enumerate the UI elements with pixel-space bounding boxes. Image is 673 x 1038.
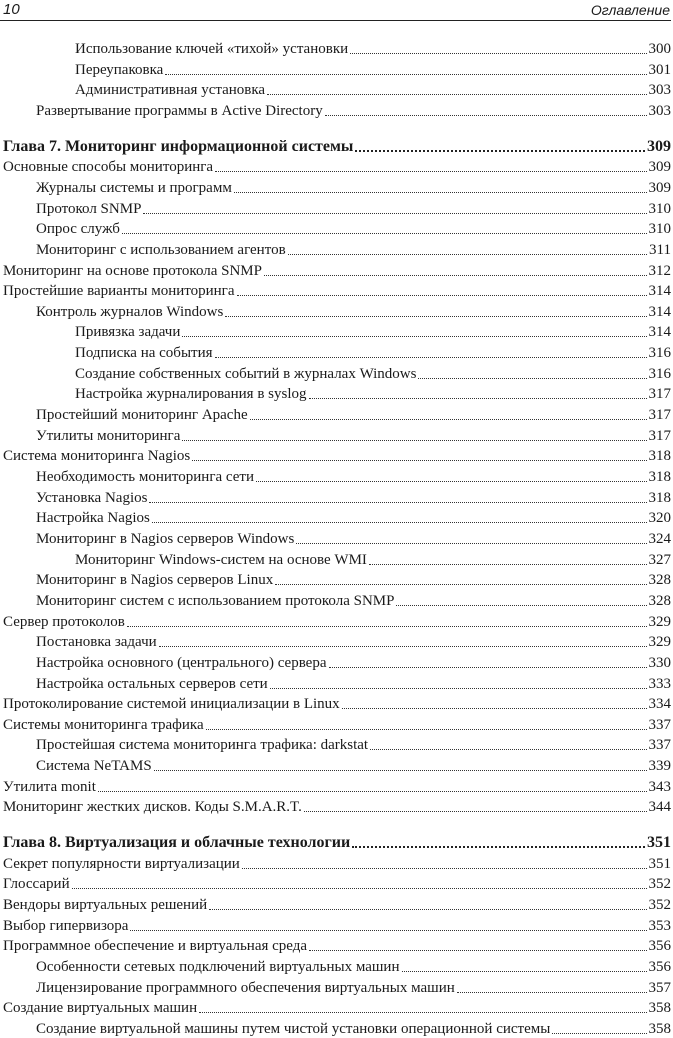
dot-leader xyxy=(264,275,647,276)
dot-leader xyxy=(215,171,646,172)
toc-entry xyxy=(0,1018,671,1038)
toc-entry-page: 352 xyxy=(648,897,671,913)
toc-chapter-entry xyxy=(0,136,671,156)
dot-leader xyxy=(256,481,647,482)
dot-leader xyxy=(296,543,646,544)
page-number: 10 xyxy=(3,1,20,18)
dot-leader xyxy=(237,295,647,296)
toc-entry-page: 337 xyxy=(648,737,671,754)
toc-entry xyxy=(0,466,671,486)
toc-entry-title: Настройка журналирования в syslog xyxy=(75,386,307,403)
toc-entry-page: 327 xyxy=(648,551,671,568)
toc-entry-title: Глава 7. Мониторинг информационной системы xyxy=(3,137,354,155)
toc-entry xyxy=(0,873,671,893)
toc-entry xyxy=(0,549,671,569)
toc-entry xyxy=(0,997,671,1017)
toc-entry-title: Создание виртуальных машин xyxy=(3,1000,198,1017)
toc-entry-page: 310 xyxy=(648,221,671,238)
toc-entry-title: Выбор гипервизора xyxy=(3,917,129,934)
toc-entry-page: 351 xyxy=(648,855,671,872)
dot-leader xyxy=(304,811,647,812)
toc-entry xyxy=(0,79,671,99)
dot-leader xyxy=(250,419,647,420)
dot-leader xyxy=(355,150,645,152)
toc-entry-page: 312 xyxy=(648,262,671,279)
toc-entry-page: 314 xyxy=(648,303,671,320)
dot-leader xyxy=(72,888,647,889)
toc-entry-title: Развертывание программы в Active Directory xyxy=(36,102,323,119)
dot-leader xyxy=(206,729,647,730)
toc-entry-page: 337 xyxy=(648,716,671,733)
dot-leader xyxy=(182,440,646,441)
dot-leader xyxy=(342,708,647,709)
toc-entry xyxy=(0,590,671,610)
dot-leader xyxy=(352,846,645,848)
dot-leader xyxy=(225,316,646,317)
dot-leader xyxy=(402,971,647,972)
dot-leader xyxy=(209,909,646,910)
toc-entry-title: Настройка остальных серверов сети xyxy=(36,675,268,692)
dot-leader xyxy=(149,502,646,503)
toc-entry xyxy=(0,714,671,734)
dot-leader xyxy=(275,584,646,585)
dot-leader xyxy=(267,94,646,95)
toc-entry xyxy=(0,342,671,362)
toc-entry xyxy=(0,198,671,218)
toc-entry-page: 351 xyxy=(647,834,671,851)
toc-entry-page: 309 xyxy=(647,137,671,155)
toc-entry-page: 318 xyxy=(648,448,671,465)
dot-leader xyxy=(192,460,646,461)
toc-entry-title: Система мониторинга Nagios xyxy=(3,448,191,465)
toc-entry xyxy=(0,445,671,465)
toc-entry xyxy=(0,894,671,914)
toc-entry-page: 300 xyxy=(648,41,671,57)
toc-entry-title: Использование ключей «тихой» установки xyxy=(75,41,349,57)
running-section-title: Оглавление xyxy=(590,2,670,18)
toc-entry xyxy=(0,755,671,775)
toc-entry xyxy=(0,100,671,120)
toc-entry-page: 320 xyxy=(648,510,671,527)
toc-entry xyxy=(0,977,671,997)
toc-entry-page: 356 xyxy=(648,958,671,975)
dot-leader xyxy=(396,605,646,606)
toc-entry xyxy=(0,487,671,507)
toc-entry-page: 358 xyxy=(648,1020,671,1037)
toc-entry-title: Глава 8. Виртуализация и облачные технологии xyxy=(3,834,351,851)
toc-entry-title: Мониторинг Windows-систем на основе WMI xyxy=(75,551,367,568)
toc-entry-title: Простейшая система мониторинга трафика: darkstat xyxy=(36,737,369,754)
toc-entry-title: Простейший мониторинг Apache xyxy=(36,407,248,423)
toc-entry xyxy=(0,631,671,651)
toc-entry xyxy=(0,404,671,424)
toc-entry-title: Необходимость мониторинга сети xyxy=(36,469,254,485)
dot-leader xyxy=(122,233,647,234)
dot-leader xyxy=(159,646,647,647)
toc-entry xyxy=(0,218,671,238)
toc-entry xyxy=(0,915,671,935)
toc-entry xyxy=(0,693,671,713)
toc-entry xyxy=(0,776,671,796)
toc-entry-title: Контроль журналов Windows xyxy=(36,303,224,320)
toc-entry-page: 344 xyxy=(648,799,671,816)
toc-entry xyxy=(0,239,671,259)
toc-entry-page: 316 xyxy=(648,365,671,382)
dot-leader xyxy=(242,868,647,869)
toc-entry-page: 314 xyxy=(648,283,671,300)
toc-entry-title: Мониторинг в Nagios серверов Windows xyxy=(36,530,295,547)
dot-leader xyxy=(215,357,647,358)
header-rule xyxy=(0,20,671,21)
dot-leader xyxy=(309,398,647,399)
toc-entry-page: 316 xyxy=(648,345,671,362)
toc-entry-title: Основные способы мониторинга xyxy=(3,159,214,176)
dot-leader xyxy=(270,688,647,689)
toc-entry-page: 343 xyxy=(648,778,671,795)
toc-entry-page: 303 xyxy=(648,102,671,119)
toc-entry xyxy=(0,796,671,816)
toc-entry-title: Журналы системы и программ xyxy=(36,179,232,196)
toc-entry xyxy=(0,280,671,300)
toc-entry-title: Секрет популярности виртуализации xyxy=(3,855,240,872)
toc-entry-page: 339 xyxy=(648,758,671,775)
toc-entry-page: 334 xyxy=(648,696,671,713)
toc-entry-title: Особенности сетевых подключений виртуальных машин xyxy=(36,958,400,975)
toc-entry-title: Мониторинг в Nagios серверов Linux xyxy=(36,572,274,589)
toc-entry-page: 309 xyxy=(648,159,671,176)
dot-leader xyxy=(418,378,646,379)
toc-entry-title: Переупаковка xyxy=(75,61,164,78)
dot-leader xyxy=(350,53,646,54)
toc-entry-title: Привязка задачи xyxy=(75,324,181,341)
toc-entry-title: Создание виртуальной машины путем чистой установки операционной системы xyxy=(36,1020,551,1037)
toc-entry xyxy=(0,177,671,197)
toc-entry-page: 358 xyxy=(648,1000,671,1017)
toc-entry-title: Простейшие варианты мониторинга xyxy=(3,283,235,300)
toc-entry-page: 324 xyxy=(648,530,671,547)
toc-entry-title: Настройка основного (центрального) сервера xyxy=(36,654,327,671)
toc-entry-title: Опрос служб xyxy=(36,221,120,238)
toc-entry-title: Мониторинг жестких дисков. Коды S.M.A.R.T. xyxy=(3,799,302,816)
toc-entry-page: 352 xyxy=(648,876,671,893)
toc-entry-title: Программное обеспечение и виртуальная среда xyxy=(3,938,308,955)
dot-leader xyxy=(288,254,647,255)
dot-leader xyxy=(154,770,647,771)
dot-leader xyxy=(152,522,647,523)
toc-entry-title: Постановка задачи xyxy=(36,634,157,651)
toc-entry-title: Вендоры виртуальных решений xyxy=(3,897,208,913)
toc-entry-page: 311 xyxy=(649,241,671,258)
toc-entry xyxy=(0,652,671,672)
toc-entry-page: 330 xyxy=(648,654,671,671)
dot-leader xyxy=(234,192,647,193)
toc-entry-title: Глоссарий xyxy=(3,876,70,893)
toc-entry-title: Утилиты мониторинга xyxy=(36,427,181,444)
toc-entry xyxy=(0,507,671,527)
dot-leader xyxy=(552,1033,646,1034)
toc-entry-title: Административная установка xyxy=(75,82,266,99)
dot-leader xyxy=(457,992,647,993)
toc-entry-title: Сервер протоколов xyxy=(3,613,125,630)
toc-entry-title: Настройка Nagios xyxy=(36,510,150,527)
toc-entry xyxy=(0,363,671,383)
dot-leader xyxy=(199,1012,646,1013)
toc-entry-page: 310 xyxy=(648,200,671,217)
toc-entry-title: Мониторинг систем с использованием протокола SNMP xyxy=(36,592,395,609)
dot-leader xyxy=(309,950,646,951)
toc-entry-page: 329 xyxy=(648,613,671,630)
dot-leader xyxy=(325,115,647,116)
toc-entry-title: Мониторинг на основе протокола SNMP xyxy=(3,262,262,279)
toc-entry xyxy=(0,935,671,955)
dot-leader xyxy=(370,749,646,750)
toc-entry xyxy=(0,301,671,321)
toc-entry-page: 303 xyxy=(648,82,671,99)
toc-entry-page: 328 xyxy=(648,592,671,609)
toc-entry xyxy=(0,59,671,79)
toc-entry xyxy=(0,528,671,548)
toc-entry xyxy=(0,425,671,445)
toc-entry-page: 318 xyxy=(648,469,671,485)
toc-entry-page: 317 xyxy=(648,427,671,444)
toc-entry-title: Лицензирование программного обеспечения виртуальных машин xyxy=(36,979,455,996)
dot-leader xyxy=(165,74,646,75)
toc-entry xyxy=(0,156,671,176)
toc-entry xyxy=(0,673,671,693)
toc-entry-title: Установка Nagios xyxy=(36,489,148,506)
toc-entry xyxy=(0,321,671,341)
toc-entry-page: 333 xyxy=(648,675,671,692)
dot-leader xyxy=(369,564,647,565)
toc-entry-page: 356 xyxy=(648,938,671,955)
toc-entry xyxy=(0,956,671,976)
toc-entry-page: 318 xyxy=(648,489,671,506)
toc-entry-page: 329 xyxy=(648,634,671,651)
toc-entry xyxy=(0,734,671,754)
toc-entry xyxy=(0,853,671,873)
toc-entry xyxy=(0,611,671,631)
toc-entry-page: 309 xyxy=(648,179,671,196)
toc-entry xyxy=(0,569,671,589)
toc-entry-page: 353 xyxy=(648,917,671,934)
toc-entry-title: Протокол SNMP xyxy=(36,200,142,217)
dot-leader xyxy=(143,213,646,214)
toc-entry xyxy=(0,383,671,403)
toc-entry-page: 317 xyxy=(648,407,671,423)
toc-entry-title: Утилита monit xyxy=(3,778,96,795)
dot-leader xyxy=(182,336,646,337)
toc-entry-title: Подписка на события xyxy=(75,345,213,362)
toc-entry-page: 314 xyxy=(648,324,671,341)
toc-chapter-entry xyxy=(0,832,671,852)
dot-leader xyxy=(329,667,647,668)
dot-leader xyxy=(127,626,647,627)
toc-entry-title: Системы мониторинга трафика xyxy=(3,716,204,733)
toc-entry-title: Мониторинг с использованием агентов xyxy=(36,241,286,258)
toc-entry-title: Система NeTAMS xyxy=(36,758,152,775)
dot-leader xyxy=(130,930,646,931)
toc-entry xyxy=(0,38,671,58)
toc-entry-page: 357 xyxy=(648,979,671,996)
toc-entry xyxy=(0,260,671,280)
toc-entry-page: 317 xyxy=(648,386,671,403)
page-header xyxy=(0,0,673,24)
toc-entry-title: Создание собственных событий в журналах Windows xyxy=(75,365,417,382)
toc-entry-page: 328 xyxy=(648,572,671,589)
dot-leader xyxy=(98,791,647,792)
toc-entry-title: Протоколирование системой инициализации в Linux xyxy=(3,696,340,713)
toc-entry-page: 301 xyxy=(648,61,671,78)
